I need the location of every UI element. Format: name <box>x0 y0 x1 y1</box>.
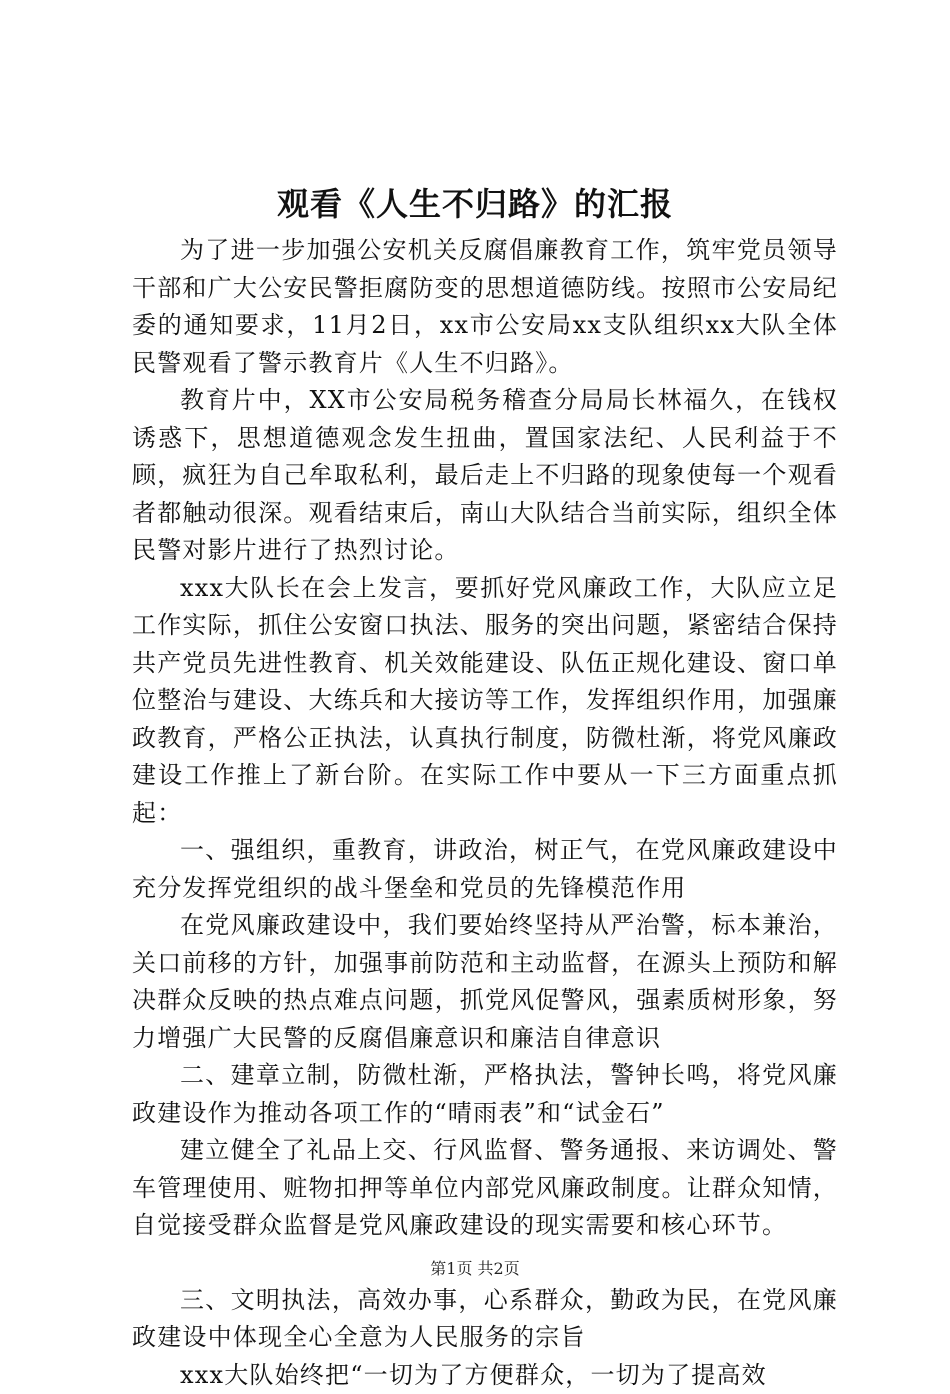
paragraph-film-content: 教育片中，XX市公安局税务稽查分局局长林福久，在钱权诱惑下，思想道德观念发生扭曲，置国家法纪、人民利益于不顾，疯狂为自己牟取私利，最后走上不归路的现象使每一个观看者都触动很深。观看结束后，南山大队结合当前实际，组织全体民警对影片进行了热烈讨论。 <box>132 382 838 570</box>
paragraph-point-three-body: xxx大队始终把“一切为了方便群众，一切为了提高效 <box>132 1357 838 1394</box>
paragraph-intro: 为了进一步加强公安机关反腐倡廉教育工作，筑牢党员领导干部和广大公安民警拒腐防变的思想道德防线。按照市公安局纪委的通知要求，11月2日，xx市公安局xx支队组织xx大队全体民警观看了警示教育片《人生不归路》。 <box>132 232 838 382</box>
paragraph-point-two-body: 建立健全了礼品上交、行风监督、警务通报、来访调处、警车管理使用、赃物扣押等单位内部党风廉政制度。让群众知情，自觉接受群众监督是党风廉政建设的现实需要和核心环节。 <box>132 1132 838 1245</box>
document-body <box>132 232 838 1394</box>
paragraph-point-two-heading: 二、建章立制，防微杜渐，严格执法，警钟长鸣，将党风廉政建设作为推动各项工作的“晴雨表”和“试金石” <box>132 1057 838 1132</box>
paragraph-point-one-heading: 一、强组织，重教育，讲政治，树正气，在党风廉政建设中充分发挥党组织的战斗堡垒和党员的先锋模范作用 <box>132 832 838 907</box>
paragraph-point-three-heading: 三、文明执法，高效办事，心系群众，勤政为民，在党风廉政建设中体现全心全意为人民服务的宗旨 <box>132 1282 838 1357</box>
paragraph-point-one-body: 在党风廉政建设中，我们要始终坚持从严治警，标本兼治，关口前移的方针，加强事前防范和主动监督，在源头上预防和解决群众反映的热点难点问题，抓党风促警风，强素质树形象，努力增强广大民警的反腐倡廉意识和廉洁自律意识 <box>132 907 838 1057</box>
page-number-footer: 第1页 共2页 <box>0 1258 950 1280</box>
paragraph-leader-speech: xxx大队长在会上发言，要抓好党风廉政工作，大队应立足工作实际，抓住公安窗口执法、服务的突出问题，紧密结合保持共产党员先进性教育、机关效能建设、队伍正规化建设、窗口单位整治与建设、大练兵和大接访等工作，发挥组织作用，加强廉政教育，严格公正执法，认真执行制度，防微杜渐，将党风廉政建设工作推上了新台阶。在实际工作中要从一下三方面重点抓起： <box>132 570 838 833</box>
document-title: 观看《人生不归路》的汇报 <box>0 182 950 226</box>
